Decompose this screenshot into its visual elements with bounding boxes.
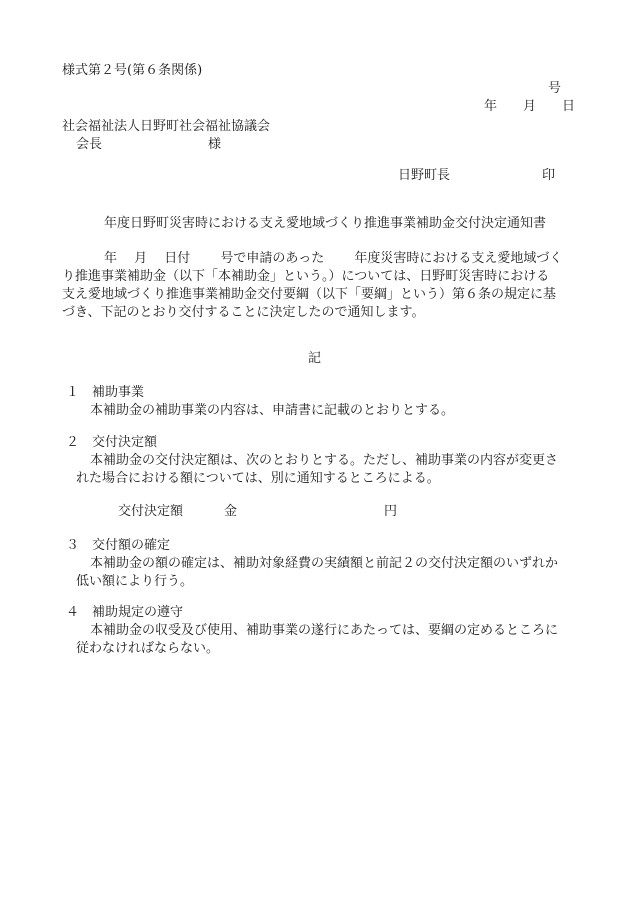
- intro-line-3: 支え愛地域づくり推進事業補助金交付要綱（以下「要綱」という）第６条の規定に基: [62, 287, 557, 302]
- section-1-body-line-1: 本補助金の補助事業の内容は、申請書に記載のとおりとする。: [90, 403, 455, 418]
- amount-label: 交付決定額: [118, 504, 184, 519]
- date-line: 年 月 日: [484, 99, 576, 114]
- section-1-heading: １ 補助事業: [66, 385, 145, 400]
- form-label: 様式第２号(第６条関係): [62, 63, 203, 78]
- section-3-body-line-2: 低い額により行う。: [76, 574, 194, 589]
- addressee-organization: 社会福祉法人日野町社会福祉協議会: [62, 119, 271, 134]
- intro-line-4: づき、下記のとおり交付することに決定したので通知します。: [62, 305, 425, 320]
- section-3-heading: ３ 交付額の確定: [66, 538, 171, 553]
- intro-line-2: り推進事業補助金（以下「本補助金」という。）については、日野町災害時における: [62, 269, 550, 284]
- addressee-title: 会長: [76, 137, 103, 152]
- seal-mark: 印: [542, 168, 556, 183]
- intro-line-1: 年 月 日付 号で申請のあった 年度災害時における支え愛地域づく: [104, 251, 563, 266]
- section-2-body-line-1: 本補助金の交付決定額は、次のとおりとする。ただし、補助事業の内容が変更さ: [90, 453, 559, 468]
- section-4-heading: ４ 補助規定の遵守: [66, 605, 184, 620]
- issuer-name: 日野町長: [398, 168, 451, 183]
- amount-prefix: 金: [224, 504, 238, 519]
- document-title: 年度日野町災害時における支え愛地域づくり推進事業補助金交付決定通知書: [104, 216, 547, 231]
- ki-marker: 記: [308, 351, 322, 366]
- document-number-suffix: 号: [548, 81, 562, 96]
- section-2-body-line-2: れた場合における額については、別に通知するところによる。: [76, 471, 440, 486]
- amount-unit: 円: [384, 504, 398, 519]
- section-4-body-line-2: 従わなければならない。: [76, 641, 220, 656]
- section-2-heading: ２ 交付決定額: [66, 435, 158, 450]
- section-4-body-line-1: 本補助金の収受及び使用、補助事業の遂行にあたっては、要綱の定めるところに: [90, 623, 559, 638]
- addressee-honorific: 様: [208, 137, 222, 152]
- section-3-body-line-1: 本補助金の額の確定は、補助対象経費の実績額と前記２の交付決定額のいずれか: [90, 556, 559, 571]
